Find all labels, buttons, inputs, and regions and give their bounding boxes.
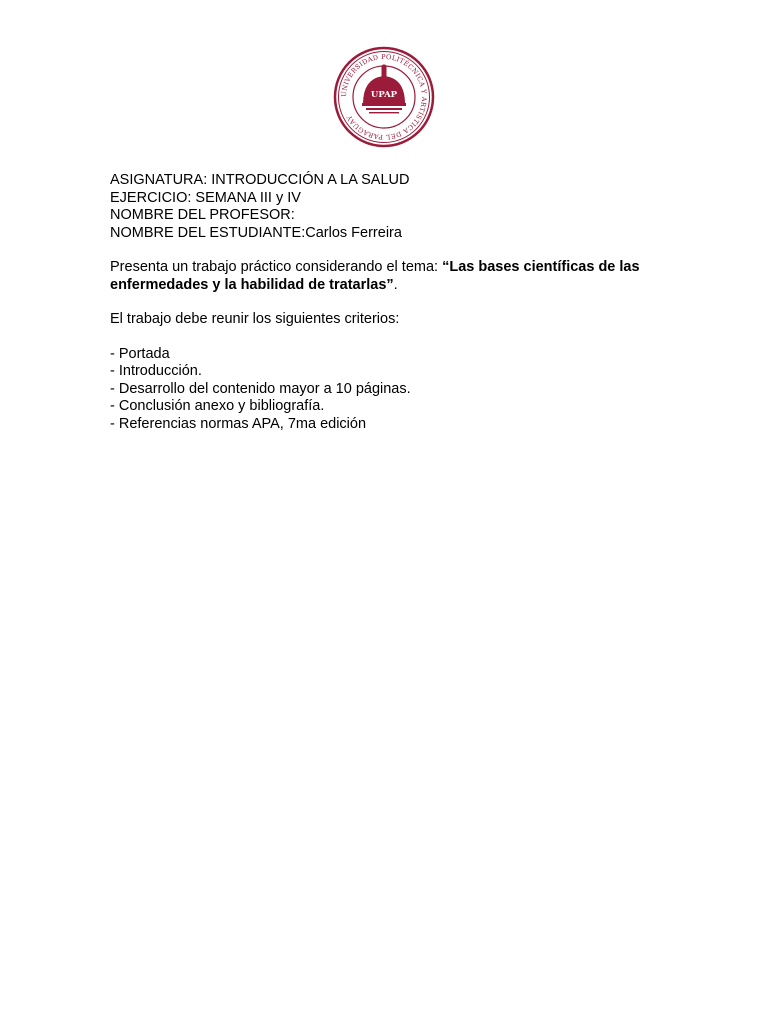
criteria-item: - Desarrollo del contenido mayor a 10 páginas. <box>110 380 411 397</box>
professor-line <box>110 207 670 225</box>
criteria-intro: El trabajo debe reunir los siguientes criterios: <box>110 311 400 327</box>
exercise-label: EJERCICIO: <box>110 189 192 206</box>
subject-value: INTRODUCCIÓN A LA SALUD <box>211 172 410 188</box>
exercise-value: SEMANA III y IV <box>195 189 301 206</box>
professor-label: NOMBRE DEL PROFESOR: <box>110 207 295 223</box>
task-paragraph <box>110 259 670 294</box>
student-value: Carlos Ferreira <box>305 224 402 241</box>
criteria-item: - Introducción. <box>110 363 202 379</box>
seal-ring-text: UNIVERSIDAD POLITÉCNICA Y ARTÍSTICA DEL PARAGUAY <box>339 52 429 142</box>
upap-seal-icon <box>329 42 439 152</box>
student-line <box>110 225 670 243</box>
criteria-item: - Portada <box>110 345 170 362</box>
criteria-list <box>110 346 670 434</box>
task-topic: “Las bases científicas de las enfermedades y la habilidad de tratarlas” <box>110 259 640 293</box>
subject-line <box>110 172 670 190</box>
student-label: NOMBRE DEL ESTUDIANTE: <box>110 224 306 241</box>
criteria-item: - Referencias normas APA, 7ma edición <box>110 415 367 432</box>
university-logo <box>329 42 439 152</box>
subject-label: ASIGNATURA: <box>110 172 208 188</box>
task-intro: Presenta un trabajo práctico considerando el tema: <box>110 259 439 275</box>
seal-center-text: UPAP <box>370 90 398 100</box>
criteria-item: - Conclusión anexo y bibliografía. <box>110 398 325 414</box>
document-body <box>110 172 670 433</box>
task-end: . <box>393 276 398 293</box>
exercise-line <box>110 190 670 208</box>
